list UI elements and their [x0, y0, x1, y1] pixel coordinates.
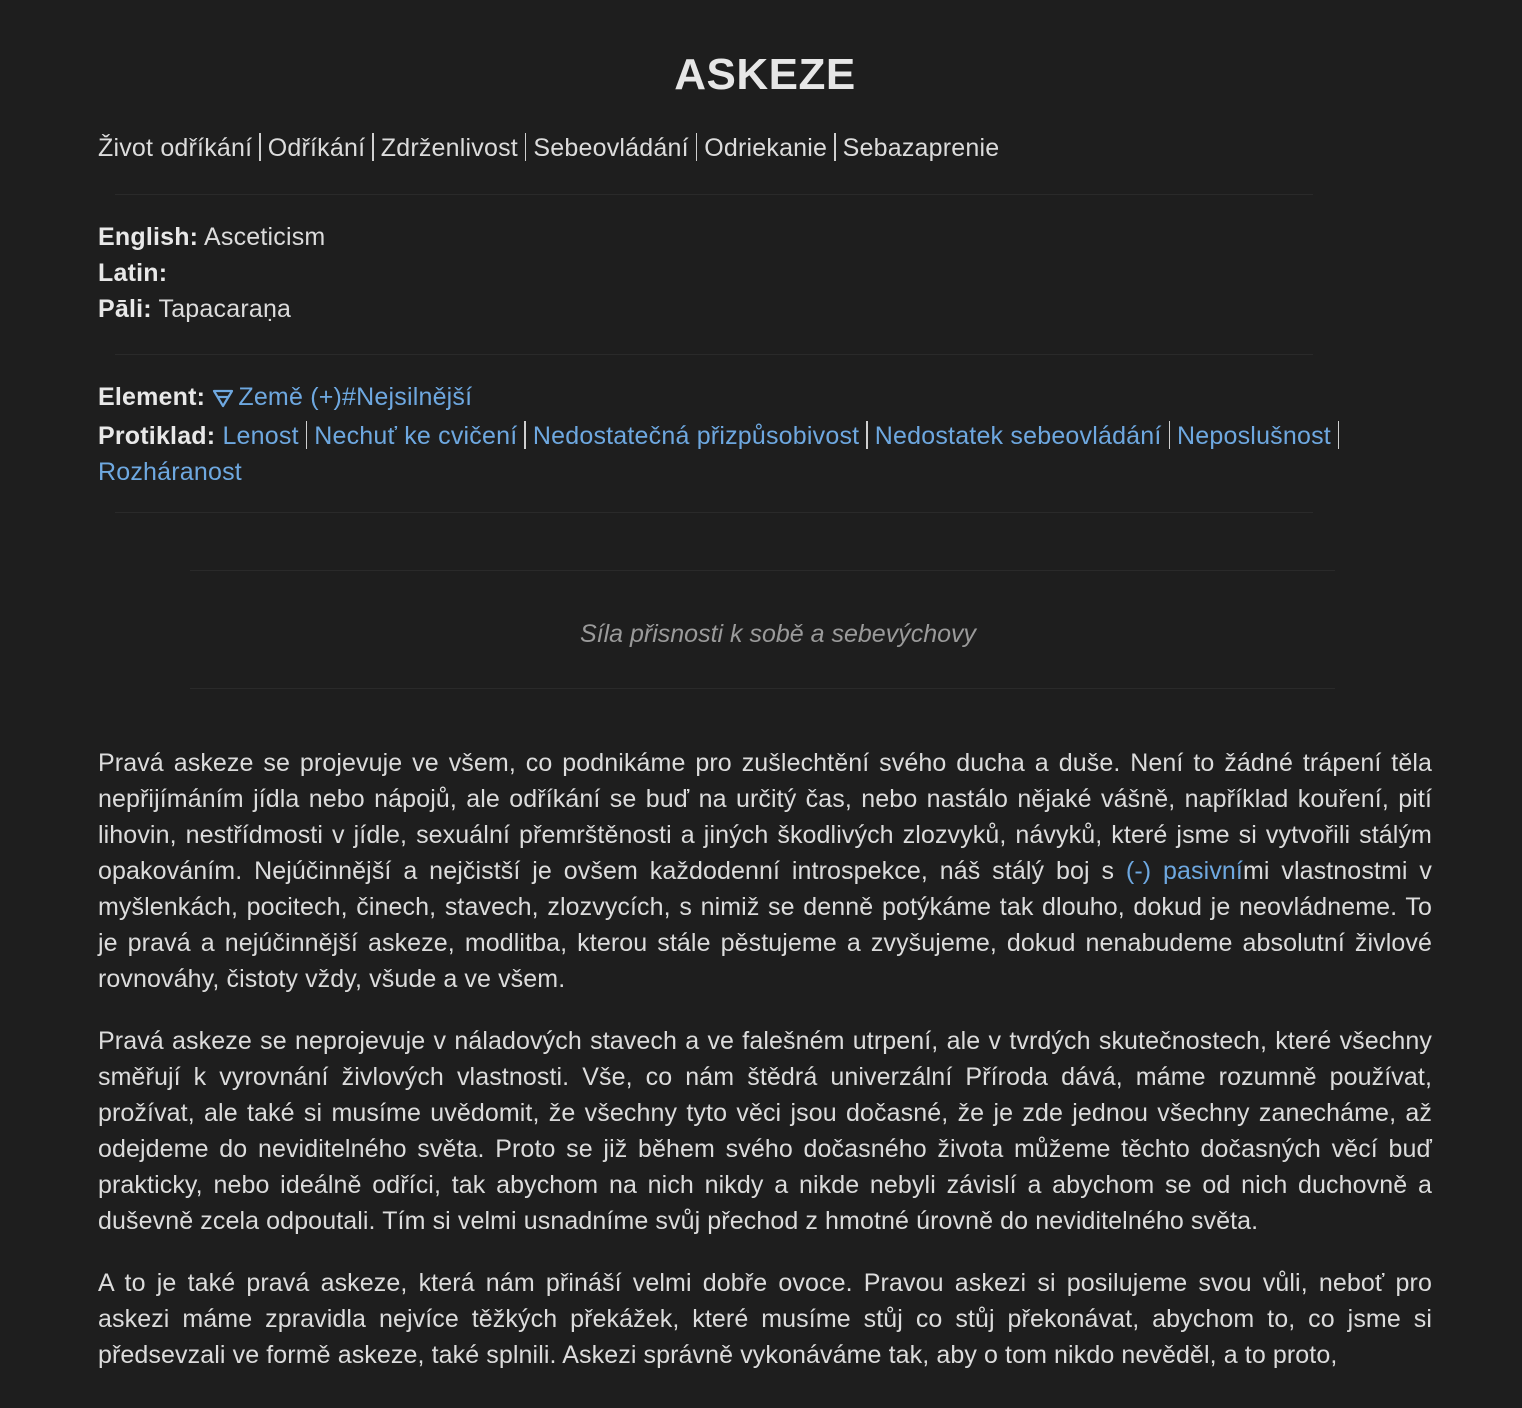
element-value: Země (+)#Nejsilnější [238, 383, 473, 411]
separator [372, 133, 374, 161]
divider [115, 194, 1313, 195]
quote-divider-top [190, 570, 1335, 571]
paragraph-1-end: mi vlastnostmi v myšlenkách, pocitech, činech, stavech, zlozvycích, s nimiž se denně potýkáme tak dlouho, dokud je neovládneme. To je pravá a nejúčinnější askeze, modlitba, kterou stále pěstujeme a zvyšujeme, dokud nenabudeme absolutní živlové rovnováhy, čistoty vždy, všude a ve všem. [98, 857, 1432, 993]
opposite-link-nechut[interactable]: Nechuť ke cvičení [314, 422, 518, 450]
pali-label: Pāli: [98, 295, 152, 323]
element-label: Element: [98, 383, 206, 411]
separator [524, 421, 526, 449]
alias-item: Život odříkání [98, 134, 253, 162]
element-row [98, 379, 1438, 418]
quote-divider-bottom [190, 688, 1335, 689]
paragraph-2: Pravá askeze se neprojevuje v náladových stavech a ve falešném utrpení, ale v tvrdých skutečnostech, které všechny směřují k vyrovnání živlových vlastnosti. Vše, co nám štědrá univerzální Příroda dává, máme rozumně používat, prožívat, ale také si musíme uvědomit, že všechny tyto věci jsou dočasné, že je zde jednou všechny zanecháme, až odejdeme do neviditelného světa. Proto se již během svého dočasného života můžeme těchto dočasných věcí buď prakticky, nebo ideálně odříci, tak abychom na nich nikdy a nikde nebyli závislí a abychom se od nich duchovně a duševně zcela odpoutali. Tím si velmi usnadníme svůj přechod z hmotné úrovně do neviditelného světa. [98, 1027, 1432, 1235]
alias-item: Odriekanie [704, 134, 828, 162]
pasivni-link[interactable]: (-) pasivní [1125, 857, 1243, 885]
aliases-line [98, 133, 999, 163]
page-title: ASKEZE [674, 50, 856, 99]
separator [306, 421, 308, 449]
opposite-link-rozharanost[interactable]: Rozháranost [98, 458, 242, 486]
separator [1338, 421, 1340, 449]
opposites-label: Protiklad: [98, 422, 216, 450]
alias-item: Zdrženlivost [380, 134, 518, 162]
latin-label: Latin: [98, 259, 168, 287]
opposite-link-lenost[interactable]: Lenost [222, 422, 299, 450]
separator [525, 133, 527, 161]
separator [259, 133, 261, 161]
opposites-row [98, 418, 1438, 490]
translations [98, 219, 325, 327]
opposite-link-sebeovladani[interactable]: Nedostatek sebeovládání [874, 422, 1162, 450]
english-value: Asceticism [204, 223, 326, 251]
separator [696, 133, 698, 161]
separator [834, 133, 836, 161]
separator [866, 421, 868, 449]
pali-value: Tapacaraṇa [158, 295, 292, 323]
opposite-link-neposlusnost[interactable]: Neposlušnost [1177, 422, 1331, 450]
divider [115, 512, 1313, 513]
separator [1169, 421, 1171, 449]
earth-alchemical-icon [212, 382, 234, 418]
divider [115, 354, 1313, 355]
paragraph-1-start: Pravá askeze se projevuje ve všem, co podnikáme pro zušlechtění svého ducha a duše. Není to žádné trápení těla nepřijímáním jídla nebo nápojů, ale odříkání se buď na určitý čas, nebo nastálo nějaké vášně, například kouření, pití lihovin, nestřídmosti v jídle, sexuální přemrštěnosti a jiných škodlivých zlozvyků, návyků, které jsme si vytvořili stálým opakováním. Nejúčinnější a nejčistší je ovšem každodenní introspekce, náš stálý boj s [98, 749, 1432, 885]
alias-item: Odříkání [267, 134, 366, 162]
opposite-link-prizpusobivost[interactable]: Nedostatečná přizpůsobivost [532, 422, 860, 450]
pali-row [98, 291, 325, 327]
latin-row [98, 255, 325, 291]
body-text [98, 745, 1432, 1399]
quote-text: Síla přisnosti k sobě a sebevýchovy [579, 620, 977, 648]
english-label: English: [98, 223, 199, 251]
element-block [98, 379, 1438, 490]
english-row [98, 219, 325, 255]
paragraph-3: A to je také pravá askeze, která nám přináší velmi dobře ovoce. Pravou askezi si posilujeme svou vůli, neboť pro askezi máme zpravidla nejvíce těžkých překážek, které musíme stůj co stůj překonávat, abychom to, co jsme si předsevzali ve formě askeze, také splnili. Askezi správně vykonáváme tak, aby o tom nikdo nevěděl, a to proto, [98, 1269, 1432, 1369]
alias-item: Sebeovládání [533, 134, 689, 162]
paragraph-1 [98, 745, 1432, 997]
element-link[interactable] [212, 383, 472, 411]
alias-item: Sebazaprenie [842, 134, 1000, 162]
